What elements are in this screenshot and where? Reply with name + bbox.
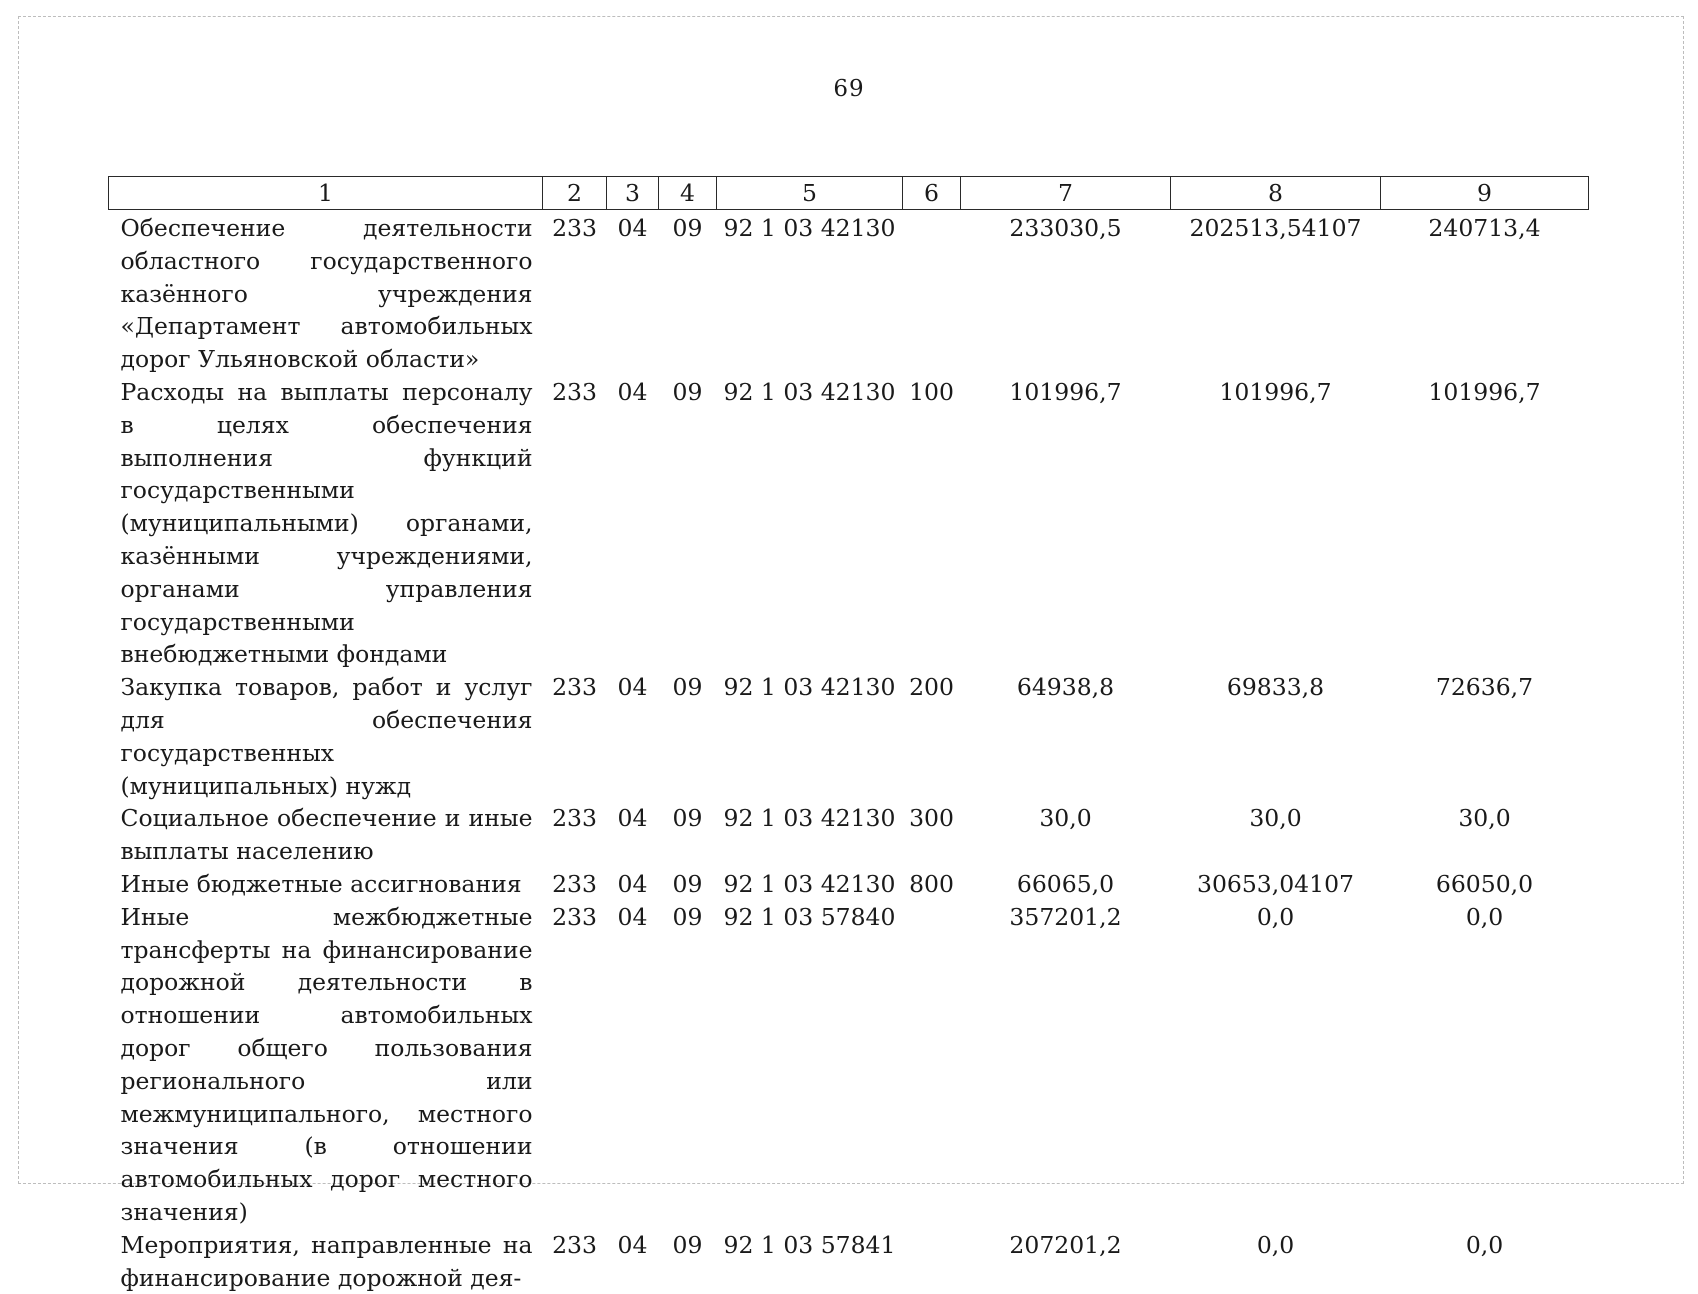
row-amount-col9: 72636,7 bbox=[1435, 673, 1534, 702]
table-row bbox=[109, 376, 1589, 671]
row-amount-col8: 202513,54107 bbox=[1189, 214, 1362, 242]
row-name: Обеспечение деятельности областного государственного казённого учреждения «Департамент автомобильных дорог Ульяновской области» bbox=[120, 214, 533, 374]
row-amount-col7: 357201,2 bbox=[1009, 902, 1122, 931]
row-expense-type bbox=[903, 901, 961, 1229]
row-subsection-code: 09 bbox=[672, 673, 703, 702]
row-ministry-code: 233 bbox=[552, 902, 597, 931]
row-target-code: 92 1 03 42130 bbox=[723, 804, 896, 833]
table-row bbox=[109, 901, 1589, 1229]
column-header-6: 6 bbox=[903, 177, 961, 210]
column-header-1: 1 bbox=[109, 177, 543, 210]
row-amount-col7: 233030,5 bbox=[1009, 214, 1122, 242]
table-row bbox=[109, 1229, 1589, 1294]
column-header-4: 4 bbox=[659, 177, 717, 210]
row-target-code: 92 1 03 42130 bbox=[723, 869, 896, 898]
column-header-5: 5 bbox=[717, 177, 903, 210]
row-target-code: 92 1 03 42130 bbox=[723, 377, 896, 406]
row-ministry-code: 233 bbox=[552, 214, 597, 242]
column-number-row bbox=[109, 177, 1589, 210]
row-amount-col9: 0,0 bbox=[1465, 902, 1504, 931]
row-expense-type bbox=[903, 1229, 961, 1294]
row-amount-col9: 101996,7 bbox=[1428, 377, 1541, 406]
page-number: 69 bbox=[833, 76, 865, 102]
row-amount-col8: 69833,8 bbox=[1226, 673, 1325, 702]
column-header-3: 3 bbox=[607, 177, 659, 210]
row-subsection-code: 09 bbox=[672, 869, 703, 898]
row-ministry-code: 233 bbox=[552, 377, 597, 406]
column-header-7: 7 bbox=[961, 177, 1171, 210]
row-ministry-code: 233 bbox=[552, 1230, 597, 1259]
row-target-code: 92 1 03 57840 bbox=[723, 902, 896, 931]
row-section-code: 04 bbox=[617, 1230, 648, 1259]
row-expense-type: 300 bbox=[909, 804, 954, 833]
row-amount-col9: 240713,4 bbox=[1428, 214, 1541, 242]
table-row bbox=[109, 210, 1589, 376]
row-amount-col7: 207201,2 bbox=[1009, 1230, 1122, 1259]
budget-table-container bbox=[108, 176, 1588, 1294]
table-row bbox=[109, 802, 1589, 868]
row-target-code: 92 1 03 57841 bbox=[723, 1230, 896, 1259]
row-name: Закупка товаров, работ и услуг для обеспечения государственных (муниципальных) нужд bbox=[120, 673, 533, 800]
row-amount-col7: 64938,8 bbox=[1016, 673, 1115, 702]
row-amount-col8: 0,0 bbox=[1256, 1230, 1295, 1259]
column-header-2: 2 bbox=[543, 177, 607, 210]
column-header-9: 9 bbox=[1381, 177, 1589, 210]
row-subsection-code: 09 bbox=[672, 902, 703, 931]
row-section-code: 04 bbox=[617, 804, 648, 833]
row-amount-col7: 101996,7 bbox=[1009, 377, 1122, 406]
row-amount-col7: 66065,0 bbox=[1016, 869, 1115, 898]
row-amount-col8: 30653,04107 bbox=[1197, 869, 1354, 898]
row-amount-col9: 0,0 bbox=[1465, 1230, 1504, 1259]
row-ministry-code: 233 bbox=[552, 673, 597, 702]
row-ministry-code: 233 bbox=[552, 869, 597, 898]
row-target-code: 92 1 03 42130 bbox=[723, 673, 896, 702]
row-amount-col8: 101996,7 bbox=[1219, 377, 1332, 406]
row-subsection-code: 09 bbox=[672, 377, 703, 406]
row-amount-col8: 0,0 bbox=[1256, 902, 1295, 931]
column-header-8: 8 bbox=[1171, 177, 1381, 210]
row-amount-col7: 30,0 bbox=[1039, 804, 1092, 833]
row-ministry-code: 233 bbox=[552, 804, 597, 833]
table-row bbox=[109, 671, 1589, 802]
row-amount-col8: 30,0 bbox=[1249, 804, 1302, 833]
row-section-code: 04 bbox=[617, 673, 648, 702]
row-section-code: 04 bbox=[617, 869, 648, 898]
row-name: Иные межбюджетные трансферты на финансирование дорожной деятельности в отношении автомобильных дорог общего пользования регионального или межмуниципального, местного значения (в отношении автомобильных дорог местного значения) bbox=[120, 902, 533, 1226]
row-amount-col9: 30,0 bbox=[1458, 804, 1511, 833]
row-section-code: 04 bbox=[617, 214, 648, 242]
table-row bbox=[109, 868, 1589, 901]
row-expense-type bbox=[903, 210, 961, 376]
row-subsection-code: 09 bbox=[672, 1230, 703, 1259]
row-subsection-code: 09 bbox=[672, 214, 703, 242]
row-amount-col9: 66050,0 bbox=[1435, 869, 1534, 898]
row-expense-type: 100 bbox=[909, 377, 954, 406]
row-name: Расходы на выплаты персоналу в целях обеспечения выполнения функций государственными (муниципальными) органами, казёнными учреждениями, органами управления государственными внебюджетными фондами bbox=[120, 377, 533, 669]
row-target-code: 92 1 03 42130 bbox=[723, 214, 896, 242]
row-section-code: 04 bbox=[617, 902, 648, 931]
row-name: Социальное обеспечение и иные выплаты населению bbox=[120, 804, 533, 866]
budget-table bbox=[108, 176, 1589, 1294]
row-name: Иные бюджетные ассигнования bbox=[120, 869, 522, 898]
row-expense-type: 200 bbox=[909, 673, 954, 702]
row-expense-type: 800 bbox=[909, 869, 954, 898]
row-section-code: 04 bbox=[617, 377, 648, 406]
row-name: Мероприятия, направленные на финансирование дорожной дея- bbox=[120, 1230, 533, 1292]
row-subsection-code: 09 bbox=[672, 804, 703, 833]
